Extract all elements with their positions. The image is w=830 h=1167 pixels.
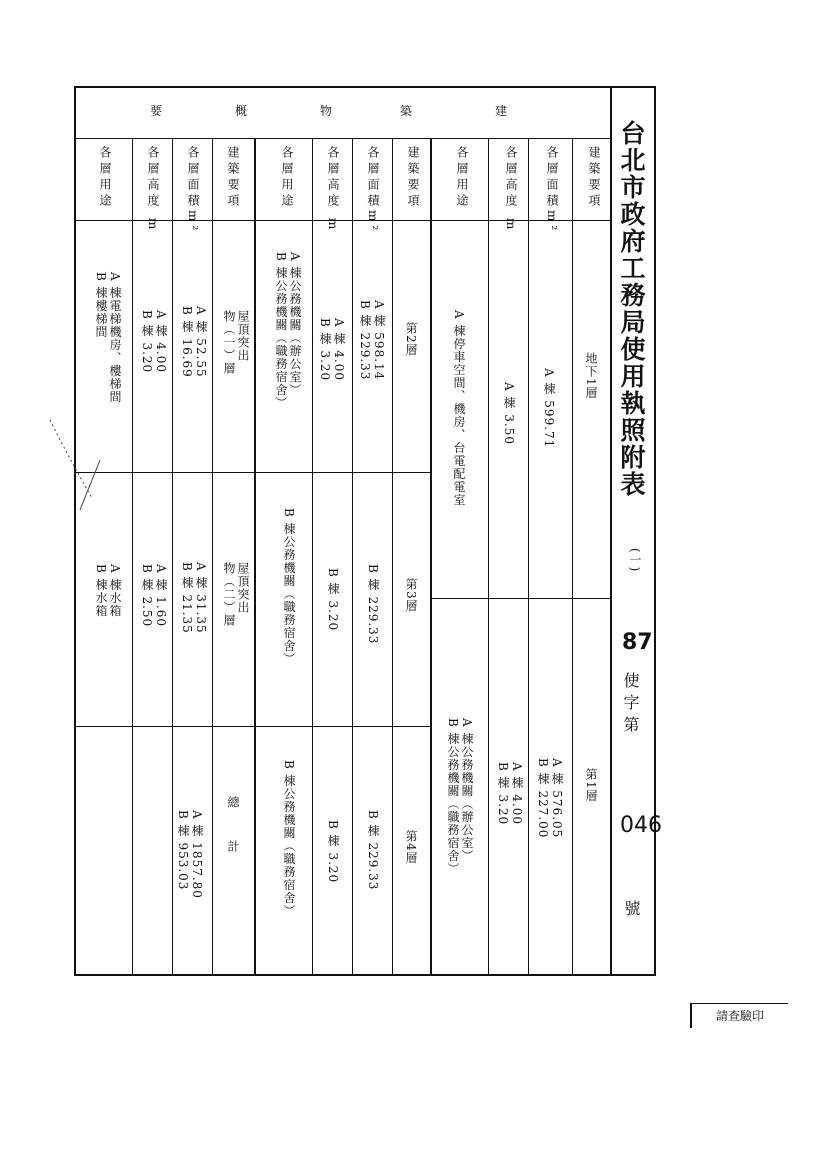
area-roof-2: A 棟 31.35 B 棟 21.35 — [180, 562, 208, 634]
row-label-height: 各層高度 m — [326, 146, 340, 234]
block-divider-2 — [254, 138, 256, 976]
use-1: A 棟公務機關（辦公室） B 棟公務機關（職務宿舍） — [446, 718, 474, 876]
section-label-4: 概 — [235, 104, 248, 118]
section-label-3: 物 — [320, 104, 333, 118]
height-2: A 棟 4.00 B 棟 3.20 — [318, 318, 346, 382]
row-label-area: 各層面積m² — [366, 146, 380, 235]
row-label-use: 各層用途 — [280, 146, 294, 210]
area-4: B 棟 229.33 — [366, 810, 380, 891]
use-roof-1: A 棟電梯機房、樓梯間 B 棟樓梯間 — [94, 272, 122, 404]
stray-pen-marks — [30, 400, 110, 520]
use-b1: A 棟停車空間、機房、台電配電室 — [452, 310, 466, 507]
document-title: 台北市政府工務局使用執照附表 — [617, 120, 646, 498]
area-b1: A 棟 599.71 — [542, 368, 556, 449]
area-1: A 棟 576.05 B 棟 227.00 — [536, 758, 564, 839]
row-label-item: 建築要項 — [226, 146, 240, 210]
floor-1: 第1層 — [584, 768, 598, 803]
header-divider — [74, 138, 610, 139]
section-label-1: 建 — [495, 104, 508, 118]
document-subtitle: (一) — [628, 548, 642, 573]
inspection-stamp — [690, 1003, 788, 1028]
total-area: A 棟 1857.80 B 棟 953.03 — [176, 810, 204, 899]
area-roof-1: A 棟 52.55 B 棟 16.69 — [180, 306, 208, 378]
total-label: 總 計 — [226, 796, 240, 862]
floor-4: 第4層 — [404, 830, 418, 865]
use-3: B 棟公務機關（職務宿舍） — [282, 508, 296, 666]
height-3: B 棟 3.20 — [326, 568, 340, 632]
stamp-text: 請查驗印 — [715, 1009, 764, 1023]
license-year: 87 — [622, 630, 653, 655]
use-2: A 棟公務機關（辦公室） B 棟公務機關（職務宿舍） — [274, 252, 302, 410]
area-3: B 棟 229.33 — [366, 564, 380, 645]
license-suffix: 號 — [622, 900, 641, 917]
row-label-height: 各層高度 m — [146, 146, 160, 234]
height-roof-1: A 棟 4.00 B 棟 3.20 — [140, 310, 168, 374]
floor-b1: 地下1層 — [584, 352, 598, 400]
use-roof-2: A 棟水箱 B 棟水箱 — [94, 564, 122, 618]
height-1: A 棟 4.00 B 棟 3.20 — [496, 762, 524, 826]
row-label-use: 各層用途 — [455, 146, 469, 210]
row-label-height: 各層高度 m — [504, 146, 518, 234]
row-label-item: 建築要項 — [406, 146, 420, 210]
height-4: B 棟 3.20 — [326, 820, 340, 884]
section-label-5: 要 — [150, 104, 163, 118]
license-prefix: 使字第 — [621, 672, 640, 738]
height-b1: A 棟 3.50 — [502, 382, 516, 446]
height-roof-2: A 棟 1.60 B 棟 2.50 — [140, 564, 168, 628]
use-4: B 棟公務機關（職務宿舍） — [282, 760, 296, 918]
floor-2: 第2層 — [404, 322, 418, 357]
row-label-item: 建築要項 — [587, 146, 601, 210]
row-label-area: 各層面積m² — [545, 146, 559, 235]
area-2: A 棟 598.14 B 棟 229.33 — [358, 300, 386, 381]
section-label-2: 築 — [400, 104, 413, 118]
license-number-handwritten: 046 — [620, 813, 662, 838]
floor-3: 第3層 — [404, 578, 418, 613]
block-divider-1 — [430, 138, 432, 976]
row-label-use: 各層用途 — [98, 146, 112, 210]
floor-roof-2: 屋頂突出 物（二）層 — [222, 562, 250, 627]
floor-roof-1: 屋頂突出 物（一）層 — [222, 310, 250, 375]
row-label-area: 各層面積m² — [186, 146, 200, 235]
